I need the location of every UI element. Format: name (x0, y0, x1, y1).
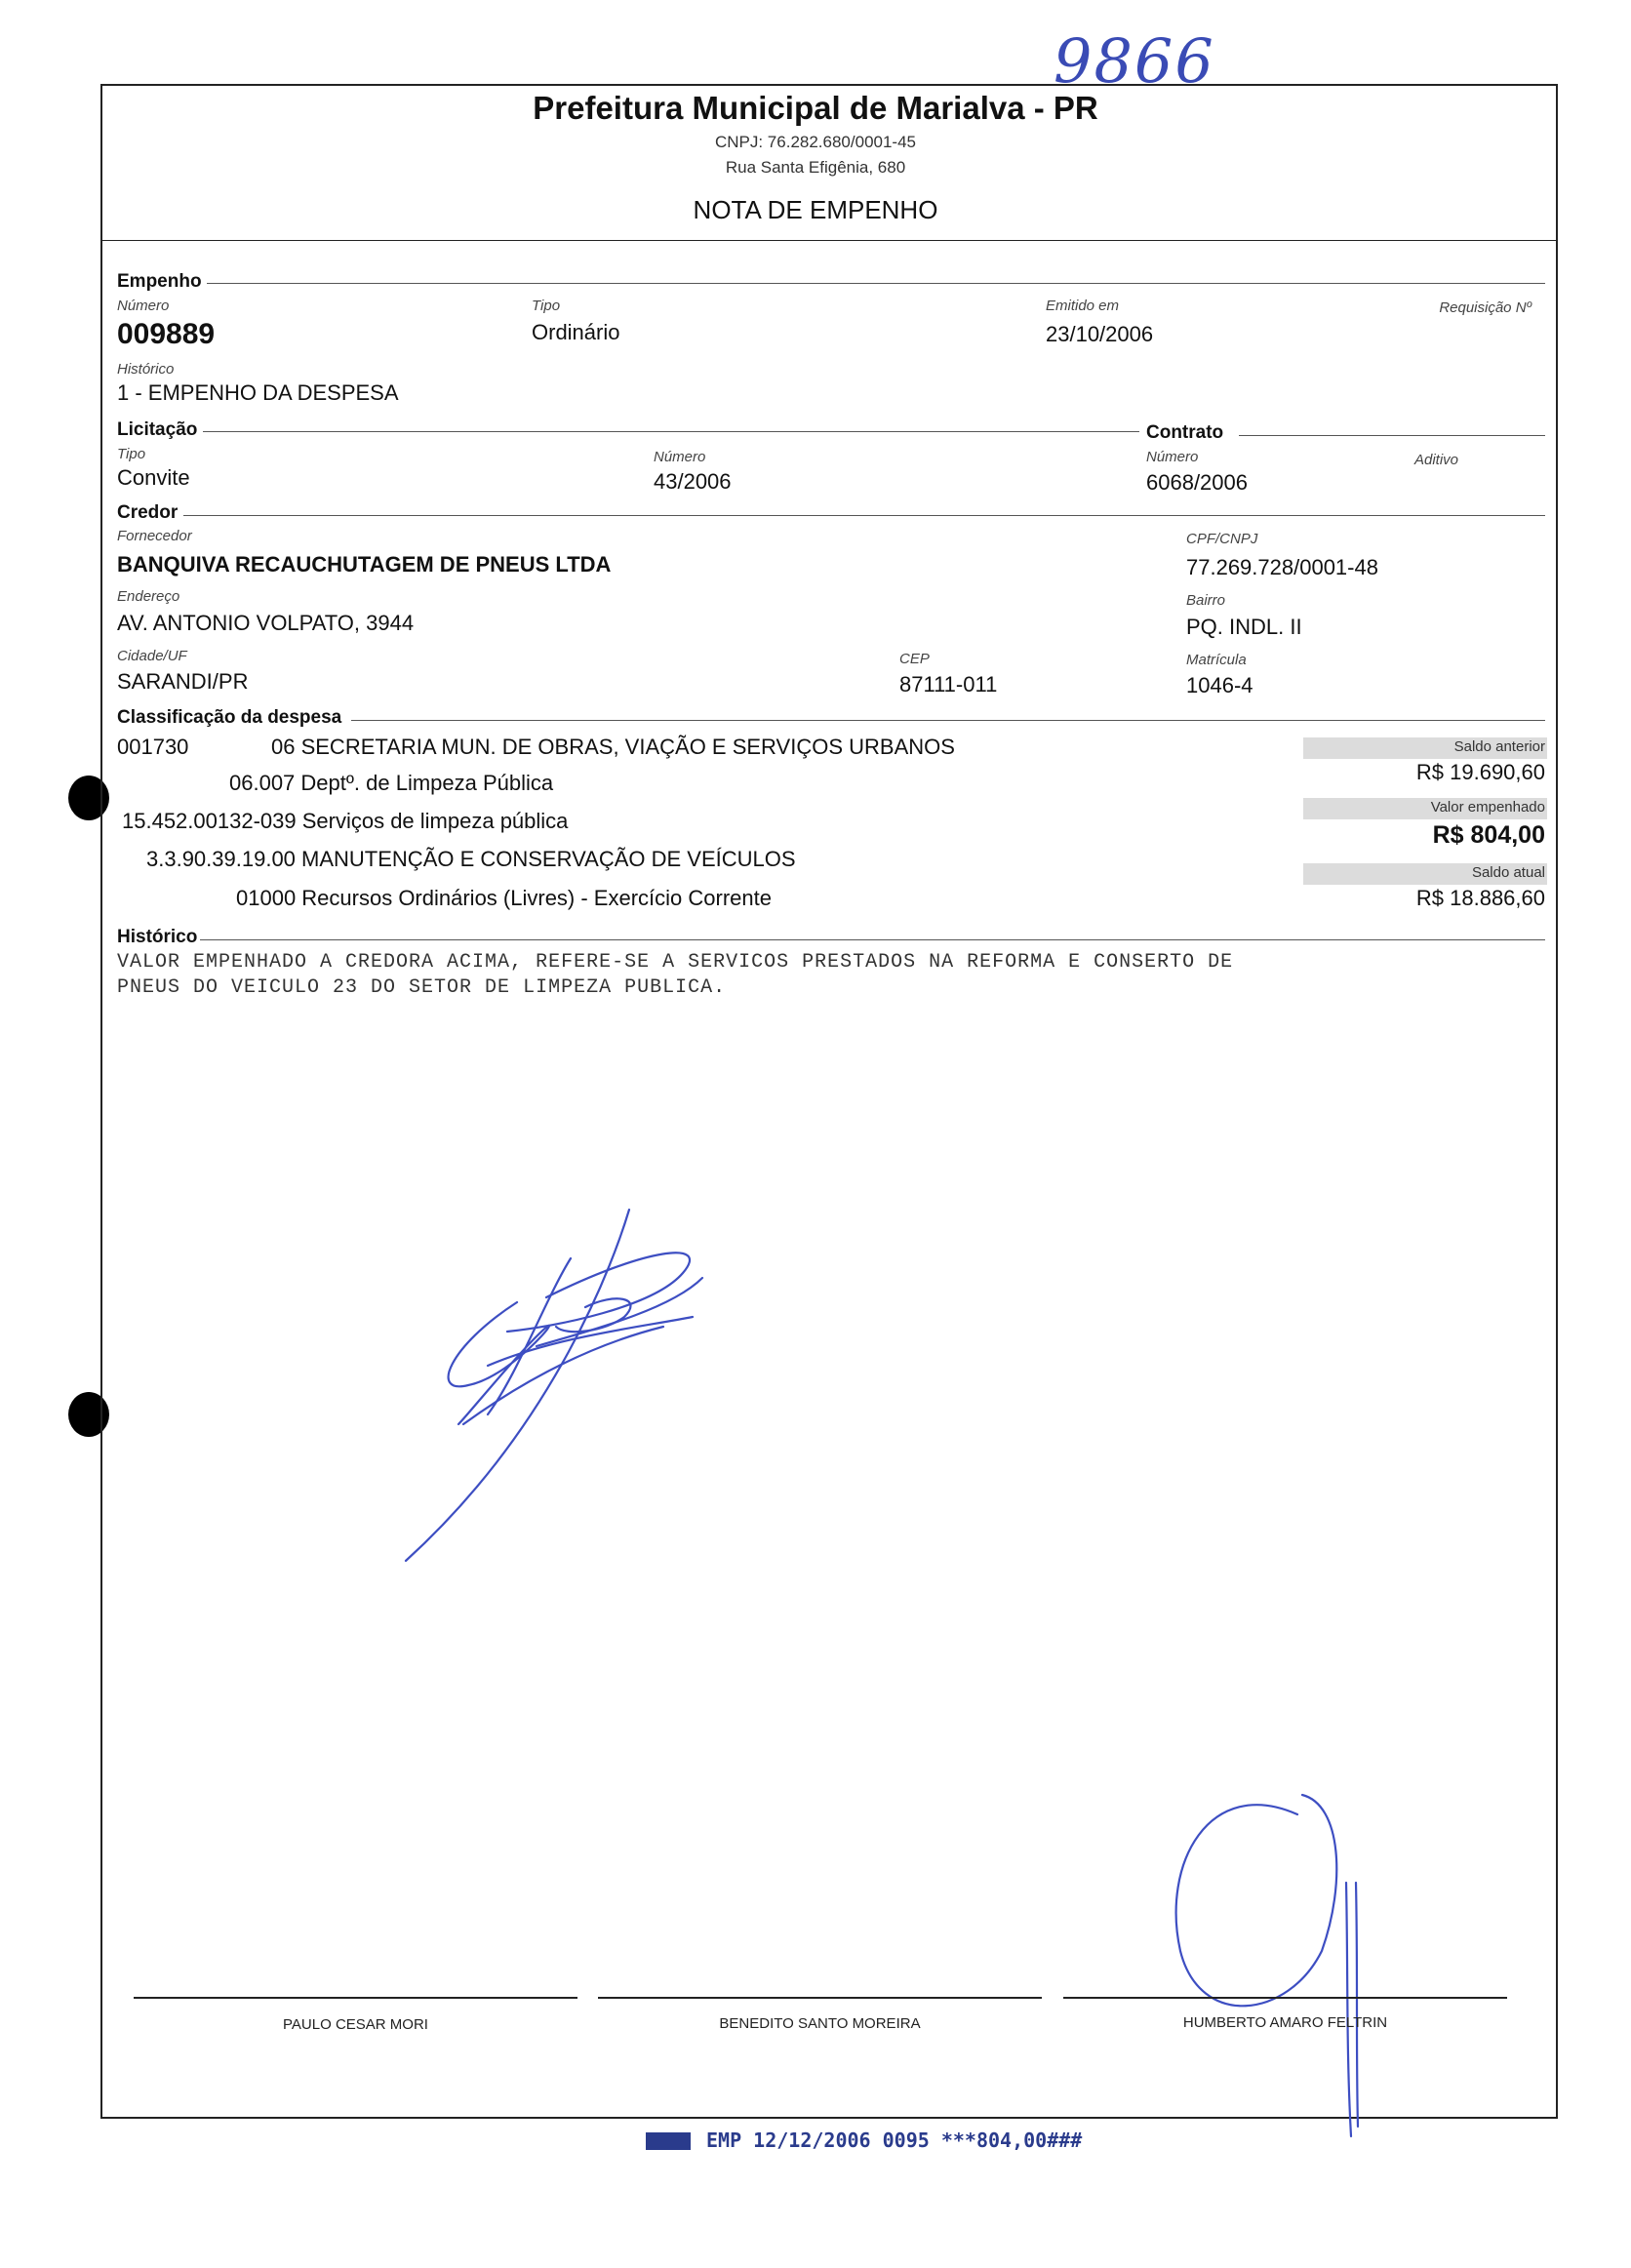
handwritten-number: 9866 (1054, 25, 1215, 97)
classificacao-secretaria: 06 SECRETARIA MUN. DE OBRAS, VIAÇÃO E SERVIÇOS URBANOS (271, 735, 955, 759)
section-rule (207, 283, 1545, 284)
licitacao-tipo-label: Tipo (117, 446, 146, 462)
signatory-1: PAULO CESAR MORI (283, 2016, 428, 2033)
signature-line-1 (134, 1997, 577, 1999)
section-classificacao: Classificação da despesa (117, 707, 342, 728)
matricula-value: 1046-4 (1186, 673, 1253, 697)
section-rule (1239, 435, 1545, 436)
signature-line-2 (598, 1997, 1042, 1999)
footer-stamp: EMP 12/12/2006 0095 ***804,00### (706, 2129, 1083, 2152)
section-credor: Credor (117, 502, 179, 523)
valor-empenhado-value: R$ 804,00 (1432, 821, 1545, 849)
cep-value: 87111-011 (899, 672, 998, 696)
historico-line-1: VALOR EMPENHADO A CREDORA ACIMA, REFERE-SE A SERVICOS PRESTADOS NA REFORMA E CONSERTO DE (117, 951, 1234, 974)
licitacao-numero: 43/2006 (654, 469, 732, 494)
fornecedor-label: Fornecedor (117, 528, 192, 544)
empenho-numero-label: Número (117, 298, 170, 314)
empenho-historico: 1 - EMPENHO DA DESPESA (117, 380, 399, 405)
classificacao-departamento: 06.007 Deptº. de Limpeza Pública (229, 771, 554, 795)
section-rule (203, 431, 1139, 432)
cep-label: CEP (899, 651, 930, 667)
handwritten-rubric (1151, 1756, 1385, 2146)
section-historico: Histórico (117, 927, 198, 947)
bairro-label: Bairro (1186, 592, 1226, 609)
contrato-aditivo-label: Aditivo (1414, 452, 1459, 468)
licitacao-tipo: Convite (117, 465, 190, 490)
requisicao-label: Requisição Nº (1439, 299, 1532, 316)
contrato-numero-label: Número (1146, 449, 1199, 465)
header-divider (100, 240, 1558, 241)
emitido-date: 23/10/2006 (1046, 322, 1154, 346)
classificacao-elemento: 3.3.90.39.19.00 MANUTENÇÃO E CONSERVAÇÃO DE VEÍCULOS (146, 847, 796, 871)
handwritten-signature (390, 1190, 741, 1571)
footer-stamp-mark (646, 2132, 691, 2150)
matricula-label: Matrícula (1186, 652, 1247, 668)
signature-line-3 (1063, 1997, 1507, 1999)
signatory-3: HUMBERTO AMARO FELTRIN (1182, 2014, 1388, 2031)
cidade-value: SARANDI/PR (117, 669, 249, 694)
classificacao-code: 001730 (117, 735, 189, 759)
historico-line-2: PNEUS DO VEICULO 23 DO SETOR DE LIMPEZA PUBLICA. (117, 976, 727, 999)
municipality-title: Prefeitura Municipal de Marialva - PR (533, 90, 1098, 126)
bairro-value: PQ. INDL. II (1186, 615, 1302, 639)
contrato-numero: 6068/2006 (1146, 470, 1248, 495)
section-rule (351, 720, 1545, 721)
emitido-label: Emitido em (1046, 298, 1120, 314)
section-licitacao: Licitação (117, 419, 198, 440)
empenho-numero: 009889 (117, 318, 216, 350)
fornecedor-name: BANQUIVA RECAUCHUTAGEM DE PNEUS LTDA (117, 552, 612, 577)
empenho-tipo: Ordinário (532, 320, 620, 344)
document-title: NOTA DE EMPENHO (693, 195, 938, 224)
cpf-label: CPF/CNPJ (1186, 531, 1258, 547)
section-empenho: Empenho (117, 271, 202, 292)
section-rule (200, 939, 1545, 940)
saldo-anterior-label: Saldo anterior (1453, 738, 1545, 755)
cidade-label: Cidade/UF (117, 648, 187, 664)
empenho-tipo-label: Tipo (532, 298, 561, 314)
signatory-2: BENEDITO SANTO MOREIRA (719, 2015, 921, 2032)
historico-label-empenho: Histórico (117, 361, 175, 378)
cpf-value: 77.269.728/0001-48 (1186, 555, 1378, 579)
licitacao-numero-label: Número (654, 449, 706, 465)
address-line: Rua Santa Efigênia, 680 (725, 158, 906, 177)
classificacao-funcional: 15.452.00132-039 Serviços de limpeza pública (122, 809, 569, 833)
saldo-anterior-value: R$ 19.690,60 (1415, 760, 1545, 784)
valor-empenhado-label: Valor empenhado (1430, 799, 1545, 816)
saldo-atual-value: R$ 18.886,60 (1415, 886, 1545, 910)
cnpj-line: CNPJ: 76.282.680/0001-45 (714, 133, 917, 151)
endereco-value: AV. ANTONIO VOLPATO, 3944 (117, 611, 415, 635)
endereco-label: Endereço (117, 588, 180, 605)
section-rule (183, 515, 1545, 516)
saldo-atual-label: Saldo atual (1471, 864, 1545, 881)
classificacao-recurso: 01000 Recursos Ordinários (Livres) - Exercício Corrente (236, 886, 772, 910)
section-contrato: Contrato (1146, 422, 1224, 443)
